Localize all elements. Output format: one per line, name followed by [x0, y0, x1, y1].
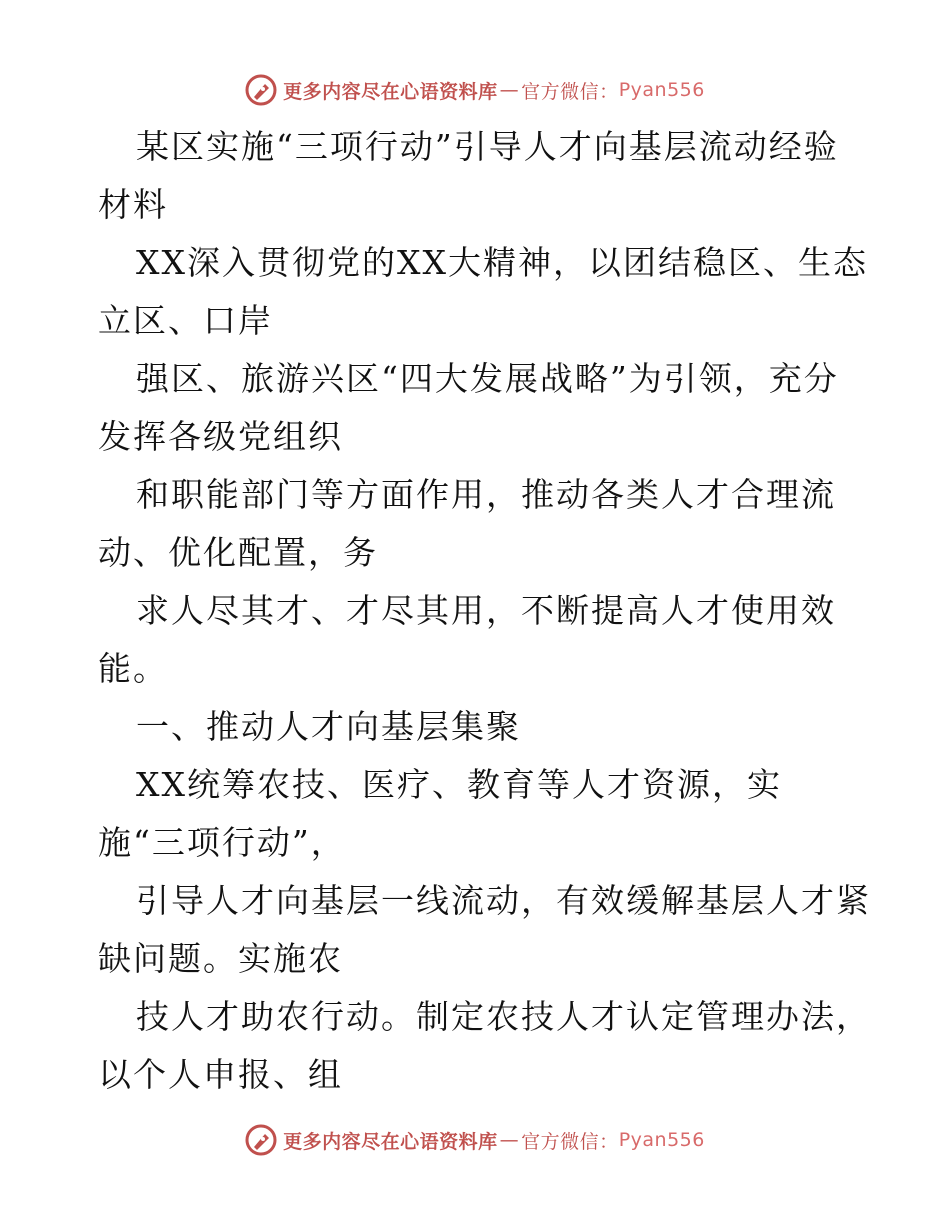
section-heading: 一、推动人才向基层集聚 — [136, 707, 521, 746]
watermark-official: 官方微信： — [521, 1130, 619, 1153]
text-line: XX深入贯彻党的XX大精神，以团结稳区、生态 — [136, 243, 868, 282]
text-line: 缺问题。实施农 — [98, 939, 343, 978]
text-line: 能。 — [98, 649, 168, 688]
pen-nib-logo-icon — [245, 74, 277, 106]
text-line: XX统筹农技、医疗、教育等人才资源，实 — [136, 765, 782, 804]
text-line: 发挥各级党组织 — [98, 417, 343, 456]
watermark-text: 更多内容尽在心语资料库 — [283, 80, 498, 103]
text-line: 立区、口岸 — [98, 301, 273, 340]
watermark-id: Pyan556 — [618, 1129, 705, 1151]
footer-watermark — [0, 1120, 950, 1160]
text-line: 和职能部门等方面作用，推动各类人才合理流 — [136, 475, 836, 514]
watermark-id: Pyan556 — [618, 79, 705, 101]
text-line: 材料 — [98, 185, 168, 224]
text-line: 引导人才向基层一线流动，有效缓解基层人才紧 — [136, 881, 871, 920]
text-line: 某区实施“三项行动”引导人才向基层流动经验 — [136, 127, 839, 166]
text-line: 以个人申报、组 — [98, 1055, 343, 1094]
pen-nib-logo-icon — [245, 1124, 277, 1156]
watermark-text: 更多内容尽在心语资料库 — [283, 1130, 498, 1153]
watermark-dash: — — [499, 1129, 520, 1151]
text-line: 求人尽其才、才尽其用，不断提高人才使用效 — [136, 591, 836, 630]
text-line: 强区、旅游兴区“四大发展战略”为引领，充分 — [136, 359, 839, 398]
text-line: 施“三项行动”， — [98, 823, 346, 862]
header-watermark — [0, 70, 950, 110]
document-body — [98, 118, 871, 1104]
watermark-official: 官方微信： — [521, 80, 619, 103]
text-line: 动、优化配置，务 — [98, 533, 378, 572]
text-line: 技人才助农行动。制定农技人才认定管理办法， — [136, 997, 871, 1036]
watermark-dash: — — [499, 79, 520, 101]
